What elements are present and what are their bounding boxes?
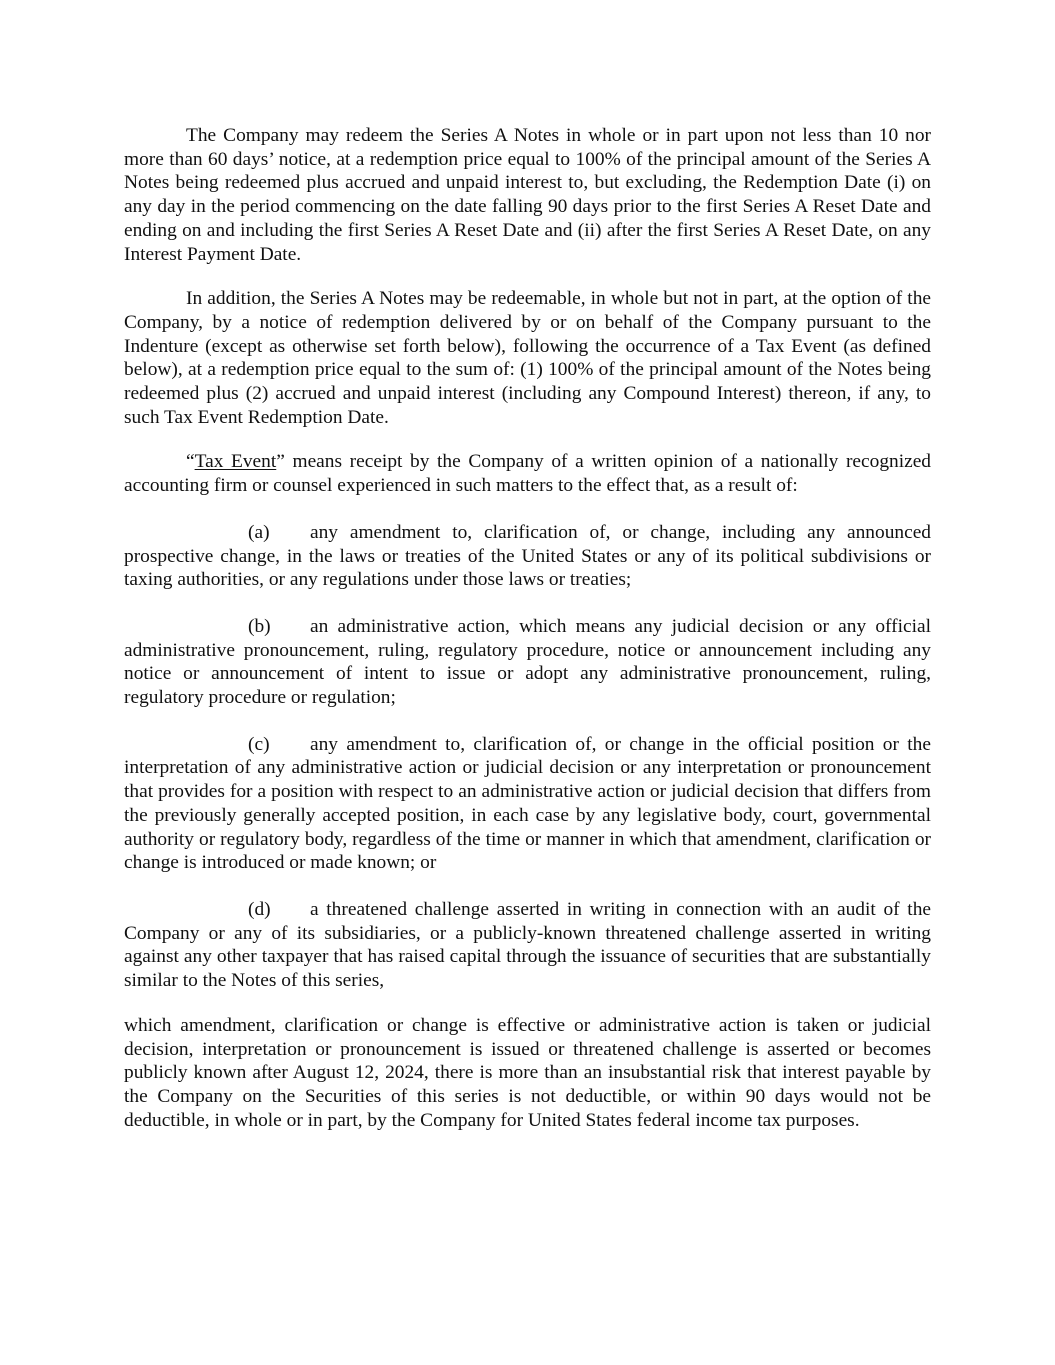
list-item-label: (a) (248, 521, 270, 543)
paragraph-closing: which amendment, clarification or change is effective or administrative action is taken or judicial decision, interpretation or pronouncement is issued or threatened challenge is asserted or becomes publicly known after August 12, 2024, there is more than an insubstantial risk that interest payable by the Company on the Securities of this series is not deductible, or within 90 days would not be deductible, in whole or in part, by the Company for United States federal income tax purposes. (124, 1014, 931, 1131)
list-item-text: any amendment to, clarification of, or change in the official position or the interpretation of any administrative action or judicial decision or any interpretation or pronouncement that provides for a position with respect to an administrative action or judicial decision that differs from the previously generally accepted position, in each case by any legislative body, court, governmental authority or regulatory body, regardless of the time or manner in which that amendment, clarification or change is introduced or made known; or (124, 733, 931, 874)
list-item-label: (d) (248, 898, 271, 920)
definition-text: ” means receipt by the Company of a written opinion of a nationally recognized accounting firm or counsel experienced in such matters to the effect that, as a result of: (124, 451, 932, 497)
list-item-b (124, 615, 931, 710)
list-item-d (124, 898, 931, 993)
open-quote: “ (186, 451, 195, 473)
document-page (124, 124, 931, 1132)
list-item-label: (c) (248, 733, 270, 755)
list-item-c (124, 733, 931, 875)
list-item-label: (b) (248, 615, 271, 637)
list-item-text: a threatened challenge asserted in writing in connection with an audit of the Company or any of its subsidiaries, or a publicly-known threatened challenge asserted in writing against any other taxpayer that has raised capital through the issuance of securities that are substantially similar to the Notes of this series, (124, 898, 931, 992)
paragraph-optional-redemption: The Company may redeem the Series A Notes in whole or in part upon not less than 10 nor more than 60 days’ notice, at a redemption price equal to 100% of the principal amount of the Series A Notes being redeemed plus accrued and unpaid interest to, but excluding, the Redemption Date (i) on any day in the period commencing on the date falling 90 days prior to the first Series A Reset Date and ending on and including the first Series A Reset Date and (ii) after the first Series A Reset Date, on any Interest Payment Date. (124, 125, 931, 265)
paragraph-tax-event-redemption: In addition, the Series A Notes may be redeemable, in whole but not in part, at the option of the Company, by a notice of redemption delivered by or on behalf of the Company pursuant to the Indenture (except as otherwise set forth below), following the occurrence of a Tax Event (as defined below), at a redemption price equal to the sum of: (1) 100% of the principal amount of the Notes being redeemed plus (2) accrued and unpaid interest (including any Compound Interest) thereon, if any, to such Tax Event Redemption Date. (124, 288, 931, 428)
list-item-text: an administrative action, which means any judicial decision or any official administrative pronouncement, ruling, regulatory procedure, notice or announcement including any notice or announcement of intent to issue or adopt any administrative pronouncement, ruling, regulatory procedure or regulation; (124, 615, 931, 709)
list-item-text: any amendment to, clarification of, or change, including any announced prospective change, in the laws or treaties of the United States or any of its political subdivisions or taxing authorities, or any regulations under those laws or treaties; (124, 521, 931, 591)
defined-term-tax-event: Tax Event (194, 451, 277, 473)
list-item-a (124, 521, 931, 592)
paragraph-tax-event-definition (124, 450, 931, 497)
